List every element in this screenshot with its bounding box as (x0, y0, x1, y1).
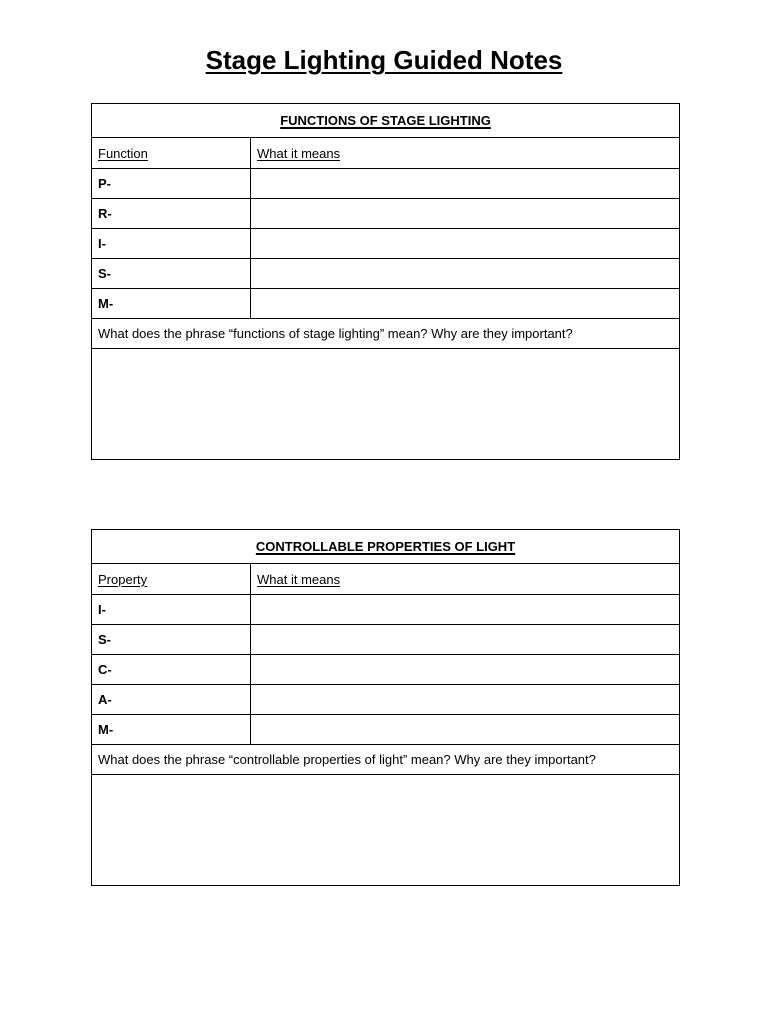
column-header-property: Property (92, 564, 251, 595)
table-row (92, 289, 680, 319)
row-letter: C- (92, 655, 251, 685)
column-header-row (92, 138, 680, 169)
section-heading: CONTROLLABLE PROPERTIES OF LIGHT (92, 530, 680, 564)
meaning-cell[interactable] (251, 259, 680, 289)
meaning-cell[interactable] (251, 685, 680, 715)
meaning-cell[interactable] (251, 625, 680, 655)
section-heading-row (92, 104, 680, 138)
table-row (92, 625, 680, 655)
table-row (92, 229, 680, 259)
functions-table (91, 103, 680, 460)
row-letter: P- (92, 169, 251, 199)
question-row (92, 745, 680, 775)
table-row (92, 199, 680, 229)
meaning-cell[interactable] (251, 655, 680, 685)
meaning-cell[interactable] (251, 595, 680, 625)
row-letter: S- (92, 259, 251, 289)
row-letter: I- (92, 595, 251, 625)
answer-box[interactable] (92, 775, 680, 886)
question-text: What does the phrase “functions of stage lighting” mean? Why are they important? (92, 319, 680, 349)
answer-row (92, 349, 680, 460)
meaning-cell[interactable] (251, 715, 680, 745)
row-letter: M- (92, 715, 251, 745)
column-header-meaning: What it means (251, 564, 680, 595)
column-header-function: Function (92, 138, 251, 169)
column-header-meaning: What it means (251, 138, 680, 169)
meaning-cell[interactable] (251, 169, 680, 199)
properties-table (91, 529, 680, 886)
question-row (92, 319, 680, 349)
row-letter: A- (92, 685, 251, 715)
meaning-cell[interactable] (251, 229, 680, 259)
table-row (92, 715, 680, 745)
column-header-row (92, 564, 680, 595)
table-row (92, 655, 680, 685)
page-title: Stage Lighting Guided Notes (205, 45, 563, 75)
table-row (92, 169, 680, 199)
row-letter: S- (92, 625, 251, 655)
meaning-cell[interactable] (251, 199, 680, 229)
section-heading-row (92, 530, 680, 564)
table-row (92, 259, 680, 289)
row-letter: M- (92, 289, 251, 319)
table-row (92, 595, 680, 625)
meaning-cell[interactable] (251, 289, 680, 319)
answer-row (92, 775, 680, 886)
question-text: What does the phrase “controllable properties of light” mean? Why are they important? (92, 745, 680, 775)
answer-box[interactable] (92, 349, 680, 460)
row-letter: I- (92, 229, 251, 259)
section-heading: FUNCTIONS OF STAGE LIGHTING (92, 104, 680, 138)
table-row (92, 685, 680, 715)
row-letter: R- (92, 199, 251, 229)
